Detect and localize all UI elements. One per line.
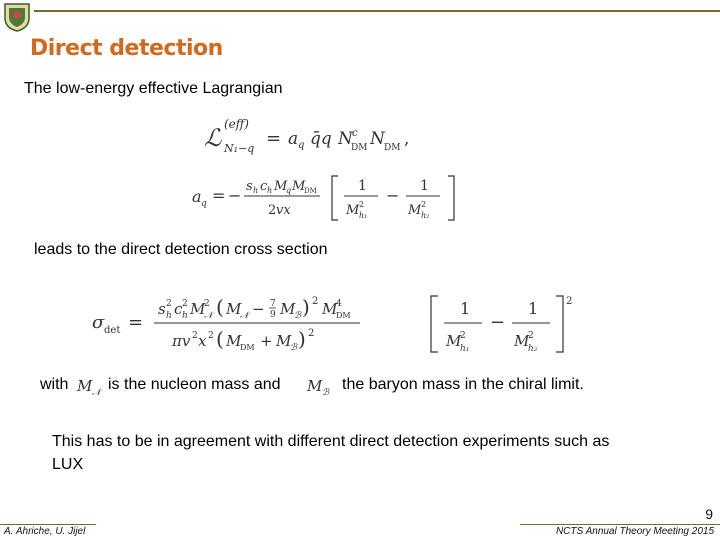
svg-text:DM: DM [240, 343, 255, 352]
svg-text:N: N [370, 129, 385, 149]
svg-text:7: 7 [270, 299, 276, 309]
svg-text:−: − [228, 186, 242, 205]
svg-text:M: M [408, 203, 422, 218]
svg-text:N₁−q: N₁−q [224, 142, 255, 155]
svg-text:M: M [346, 203, 360, 218]
svg-text:+: + [260, 332, 273, 350]
svg-text:h: h [267, 186, 273, 195]
header-rule [34, 10, 720, 12]
svg-text:c: c [260, 179, 268, 194]
svg-text:c: c [174, 300, 183, 318]
cross-section-intro: leads to the direct detection cross section [34, 241, 328, 258]
svg-text:9: 9 [270, 310, 276, 320]
svg-text:2: 2 [268, 203, 277, 218]
slide-title: Direct detection [30, 36, 223, 61]
svg-text:q̄q: q̄q [310, 129, 332, 149]
svg-text:2: 2 [566, 296, 573, 307]
svg-text:−: − [252, 300, 265, 318]
svg-text:M: M [514, 332, 530, 350]
svg-text:=: = [266, 128, 282, 149]
cross-section-equation [88, 286, 578, 358]
svg-text:−: − [386, 186, 400, 205]
svg-text:−: − [490, 312, 506, 333]
svg-text:M: M [276, 332, 292, 350]
aq-equation [188, 170, 468, 226]
conclusion-line-1: This has to be in agreement with different direct detection experiments such as [52, 433, 610, 450]
svg-text:M: M [226, 300, 242, 318]
svg-text:2: 2 [528, 331, 534, 341]
svg-text:M: M [280, 300, 296, 318]
footer-author: A. Ahriche, U. Jijel [4, 526, 86, 537]
svg-text:4: 4 [336, 299, 342, 309]
svg-text:1: 1 [528, 299, 539, 318]
svg-text:h₁: h₁ [359, 211, 368, 220]
svg-text:vx: vx [276, 203, 291, 218]
svg-text:𝒩: 𝒩 [204, 311, 213, 321]
svg-text:=: = [128, 312, 144, 333]
baryon-text: the baryon mass in the chiral limit. [342, 376, 584, 393]
svg-text:a: a [192, 187, 202, 206]
svg-text:(eff): (eff) [224, 117, 249, 131]
svg-text:1: 1 [420, 178, 429, 194]
svg-text:2: 2 [182, 299, 188, 309]
svg-text:2: 2 [208, 331, 214, 341]
svg-text:2: 2 [192, 331, 198, 341]
svg-text:1: 1 [460, 299, 471, 318]
page-number: 9 [705, 506, 713, 522]
svg-text:h₂: h₂ [528, 344, 538, 354]
svg-text:q: q [286, 186, 292, 195]
svg-text:2: 2 [308, 328, 315, 339]
svg-text:M: M [274, 179, 288, 194]
svg-text:M: M [322, 300, 338, 318]
svg-text:𝒩: 𝒩 [240, 311, 249, 321]
svg-text:q: q [298, 140, 305, 151]
svg-text:ℒ: ℒ [204, 124, 222, 152]
svg-text:M: M [226, 332, 242, 350]
svg-text:s: s [246, 179, 253, 194]
svg-text:DM: DM [336, 311, 351, 320]
svg-text:ℬ: ℬ [322, 388, 330, 398]
svg-text:ℬ: ℬ [290, 343, 298, 353]
svg-text:M: M [292, 179, 306, 194]
svg-text:M: M [307, 377, 323, 395]
svg-text:DM: DM [351, 143, 368, 153]
svg-text:(: ( [216, 295, 224, 319]
svg-text:,: , [404, 129, 410, 149]
svg-text:ℬ: ℬ [294, 311, 302, 321]
svg-text:(: ( [216, 327, 224, 351]
nucleon-mass-symbol [76, 374, 106, 398]
svg-text:h: h [166, 311, 172, 321]
svg-text:q: q [201, 199, 207, 209]
svg-text:2: 2 [204, 299, 210, 309]
svg-text:h₁: h₁ [460, 344, 470, 354]
svg-text:h: h [253, 186, 259, 195]
svg-text:h: h [182, 311, 188, 321]
svg-text:2: 2 [312, 296, 319, 307]
svg-text:2: 2 [166, 299, 172, 309]
svg-text:x: x [198, 332, 207, 350]
svg-text:c: c [352, 128, 358, 139]
svg-text:2: 2 [421, 200, 427, 209]
svg-text:DM: DM [384, 143, 401, 153]
university-logo-icon [3, 2, 31, 32]
conclusion-line-2: LUX [52, 456, 84, 473]
svg-text:h₂: h₂ [421, 211, 430, 220]
intro-text: The low-energy effective Lagrangian [24, 80, 283, 97]
svg-text:): ) [298, 327, 306, 351]
svg-text:): ) [302, 295, 310, 319]
svg-text:1: 1 [358, 178, 367, 194]
svg-text:𝒩: 𝒩 [92, 388, 101, 398]
svg-text:det: det [104, 325, 121, 336]
svg-text:DM: DM [304, 187, 317, 195]
svg-text:2: 2 [359, 200, 365, 209]
svg-text:2: 2 [460, 331, 466, 341]
svg-text:σ: σ [92, 312, 105, 333]
svg-text:N: N [338, 129, 353, 149]
footer-rule-left [0, 524, 96, 525]
svg-text:M: M [77, 377, 93, 395]
svg-text:πv: πv [172, 332, 191, 350]
baryon-mass-symbol [306, 374, 336, 398]
lagrangian-equation [200, 112, 430, 158]
svg-text:a: a [288, 129, 299, 149]
nucleon-text: is the nucleon mass and [108, 376, 281, 393]
svg-text:=: = [212, 186, 226, 205]
svg-text:M: M [446, 332, 462, 350]
footer-event: NCTS Annual Theory Meeting 2015 [555, 526, 714, 537]
with-text: with [40, 376, 69, 393]
svg-text:s: s [158, 300, 166, 318]
footer-rule-right [520, 524, 720, 525]
svg-text:M: M [190, 300, 206, 318]
